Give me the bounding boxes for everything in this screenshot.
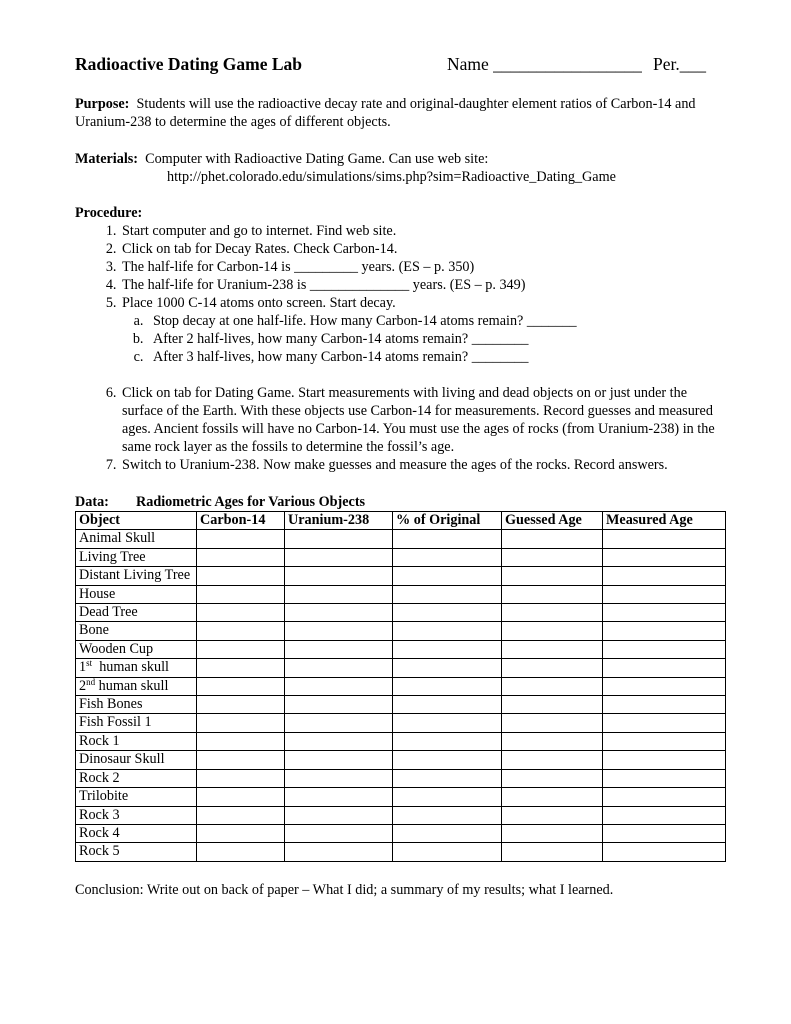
answer-cell[interactable] [285,824,393,842]
object-cell: Wooden Cup [76,640,197,658]
answer-cell[interactable] [502,769,603,787]
answer-cell[interactable] [197,530,285,548]
object-cell: Rock 1 [76,732,197,750]
answer-cell[interactable] [393,751,502,769]
answer-cell[interactable] [603,769,726,787]
answer-cell[interactable] [285,843,393,861]
answer-cell[interactable] [502,548,603,566]
ordinal-number: 2 [79,677,87,694]
answer-cell[interactable] [285,714,393,732]
ordinal-number: 1 [79,659,87,676]
data-table-title: Radiometric Ages for Various Objects [136,494,366,510]
table-row [76,696,726,714]
object-cell [76,677,197,695]
object-label: human skull [98,677,169,694]
procedure-step: 3. The half-life for Carbon-14 is _________ years. (ES – p. 350) [120,258,725,276]
answer-cell[interactable] [603,604,726,622]
answer-cell[interactable] [502,696,603,714]
answer-cell[interactable] [393,567,502,585]
table-header-row [76,512,726,530]
answer-cell[interactable] [285,530,393,548]
materials-section [75,150,725,186]
procedure-label: Procedure: [75,205,143,221]
table-row [76,751,726,769]
worksheet-header [75,55,725,81]
answer-cell[interactable] [197,788,285,806]
answer-cell[interactable] [393,640,502,658]
object-cell: House [76,585,197,603]
table-row [76,530,726,548]
answer-cell[interactable] [603,640,726,658]
column-header: Measured Age [603,512,726,530]
answer-cell[interactable] [603,751,726,769]
table-row [76,585,726,603]
answer-cell[interactable] [502,567,603,585]
answer-cell[interactable] [603,659,726,677]
answer-cell[interactable] [197,824,285,842]
answer-cell[interactable] [285,788,393,806]
table-row [76,640,726,658]
answer-cell[interactable] [603,696,726,714]
name-field: Name _________________ [447,54,642,74]
procedure-step: 6. Click on tab for Dating Game. Start measurements with living and dead objects on or just under the surface of the Earth. With these objects use Carbon-14 for measurements. Record guesses and measured ages. Ancient fossils will have no Carbon-14. You must use the ages of rocks (from Uranium-238) in the same rock layer as the fossils to determine the fossil’s age. [120,384,725,456]
answer-cell[interactable] [502,843,603,861]
answer-cell[interactable] [603,585,726,603]
procedure-steps [75,222,725,474]
answer-cell[interactable] [285,751,393,769]
answer-cell[interactable] [502,714,603,732]
answer-cell[interactable] [197,640,285,658]
answer-cell[interactable] [393,732,502,750]
answer-cell[interactable] [502,640,603,658]
answer-cell[interactable] [603,824,726,842]
object-cell: Dinosaur Skull [76,751,197,769]
answer-cell[interactable] [393,622,502,640]
answer-cell[interactable] [285,548,393,566]
table-row [76,677,726,695]
answer-cell[interactable] [197,843,285,861]
answer-cell[interactable] [502,806,603,824]
procedure-substep: c. After 3 half-lives, how many Carbon-14 atoms remain? ________ [147,348,725,366]
procedure-step-text: Place 1000 C-14 atoms onto screen. Start decay. [122,295,396,311]
answer-cell[interactable] [603,843,726,861]
answer-cell[interactable] [502,732,603,750]
answer-cell[interactable] [393,677,502,695]
object-cell: Rock 4 [76,824,197,842]
worksheet-page [75,55,725,899]
procedure-step: 4. The half-life for Uranium-238 is ______________ years. (ES – p. 349) [120,276,725,294]
answer-cell[interactable] [197,585,285,603]
table-row [76,659,726,677]
table-row [76,732,726,750]
object-cell: Trilobite [76,788,197,806]
answer-cell[interactable] [393,824,502,842]
answer-cell[interactable] [502,751,603,769]
answer-cell[interactable] [603,548,726,566]
page-title: Radioactive Dating Game Lab [75,54,303,74]
answer-cell[interactable] [502,622,603,640]
materials-text: Computer with Radioactive Dating Game. Can use web site: [145,151,489,167]
answer-cell[interactable] [603,530,726,548]
answer-cell[interactable] [285,806,393,824]
answer-cell[interactable] [285,769,393,787]
object-cell: Rock 3 [76,806,197,824]
answer-cell[interactable] [285,696,393,714]
table-row [76,806,726,824]
column-header: Carbon-14 [197,512,285,530]
answer-cell[interactable] [285,604,393,622]
answer-cell[interactable] [603,677,726,695]
table-row [76,604,726,622]
answer-cell[interactable] [502,530,603,548]
answer-cell[interactable] [197,696,285,714]
table-row [76,788,726,806]
answer-cell[interactable] [502,659,603,677]
answer-cell[interactable] [502,604,603,622]
table-row [76,769,726,787]
answer-cell[interactable] [393,548,502,566]
answer-cell[interactable] [603,788,726,806]
object-cell: Animal Skull [76,530,197,548]
column-header: Uranium-238 [285,512,393,530]
object-cell: Dead Tree [76,604,197,622]
simulation-url: http://phet.colorado.edu/simulations/sims.php?sim=Radioactive_Dating_Game [167,169,616,185]
answer-cell[interactable] [502,585,603,603]
table-row [76,824,726,842]
answer-cell[interactable] [285,585,393,603]
purpose-text: Students will use the radioactive decay rate and original-daughter element ratios of Carbon-14 and Uranium-238 to determine the ages of different objects. [75,96,696,130]
table-row [76,622,726,640]
ages-table [75,511,726,862]
object-cell: Living Tree [76,548,197,566]
answer-cell[interactable] [603,732,726,750]
materials-label: Materials: [75,151,139,167]
answer-cell[interactable] [393,585,502,603]
answer-cell[interactable] [285,732,393,750]
answer-cell[interactable] [603,567,726,585]
procedure-substep: a. Stop decay at one half-life. How many Carbon-14 atoms remain? _______ [147,312,725,330]
object-label: human skull [99,659,169,676]
data-label: Data: [75,494,109,510]
answer-cell[interactable] [393,604,502,622]
procedure-step: 2. Click on tab for Decay Rates. Check Carbon-14. [120,240,725,258]
column-header: % of Original [393,512,502,530]
procedure-step: 1. Start computer and go to internet. Find web site. [120,222,725,240]
answer-cell[interactable] [197,622,285,640]
answer-cell[interactable] [197,604,285,622]
answer-cell[interactable] [393,769,502,787]
conclusion-text: Conclusion: Write out on back of paper – What I did; a summary of my results; what I learned. [75,881,614,898]
answer-cell[interactable] [197,659,285,677]
procedure-substep: b. After 2 half-lives, how many Carbon-14 atoms remain? ________ [147,330,725,348]
procedure-step: 7. Switch to Uranium-238. Now make guesses and measure the ages of the rocks. Record answers. [120,456,725,474]
object-cell: Distant Living Tree [76,567,197,585]
answer-cell[interactable] [285,640,393,658]
ordinal-suffix: nd [86,676,96,687]
answer-cell[interactable] [197,806,285,824]
answer-cell[interactable] [393,843,502,861]
column-header: Object [76,512,197,530]
answer-cell[interactable] [197,714,285,732]
answer-cell[interactable] [285,659,393,677]
answer-cell[interactable] [502,824,603,842]
table-row [76,567,726,585]
table-row [76,548,726,566]
answer-cell[interactable] [393,806,502,824]
answer-cell[interactable] [285,677,393,695]
object-cell: Fish Fossil 1 [76,714,197,732]
answer-cell[interactable] [502,788,603,806]
object-cell: Bone [76,622,197,640]
answer-cell[interactable] [393,659,502,677]
answer-cell[interactable] [393,530,502,548]
object-cell: Fish Bones [76,696,197,714]
answer-cell[interactable] [285,567,393,585]
column-header: Guessed Age [502,512,603,530]
procedure-step [120,294,725,384]
purpose-label: Purpose: [75,96,130,112]
period-field: Per.___ [653,54,706,74]
object-cell: Rock 2 [76,769,197,787]
answer-cell[interactable] [603,806,726,824]
table-row [76,843,726,861]
answer-cell[interactable] [197,751,285,769]
answer-cell[interactable] [502,677,603,695]
answer-cell[interactable] [393,788,502,806]
answer-cell[interactable] [393,714,502,732]
answer-cell[interactable] [285,622,393,640]
object-cell [76,659,197,677]
answer-cell[interactable] [197,567,285,585]
answer-cell[interactable] [393,696,502,714]
procedure-section [75,204,725,474]
ordinal-suffix: st [86,658,93,669]
object-cell: Rock 5 [76,843,197,861]
answer-cell[interactable] [603,714,726,732]
answer-cell[interactable] [197,732,285,750]
answer-cell[interactable] [603,622,726,640]
answer-cell[interactable] [197,548,285,566]
purpose-section [75,95,720,131]
data-heading [75,493,725,511]
procedure-substeps [122,312,725,366]
answer-cell[interactable] [197,769,285,787]
table-row [76,714,726,732]
answer-cell[interactable] [197,677,285,695]
